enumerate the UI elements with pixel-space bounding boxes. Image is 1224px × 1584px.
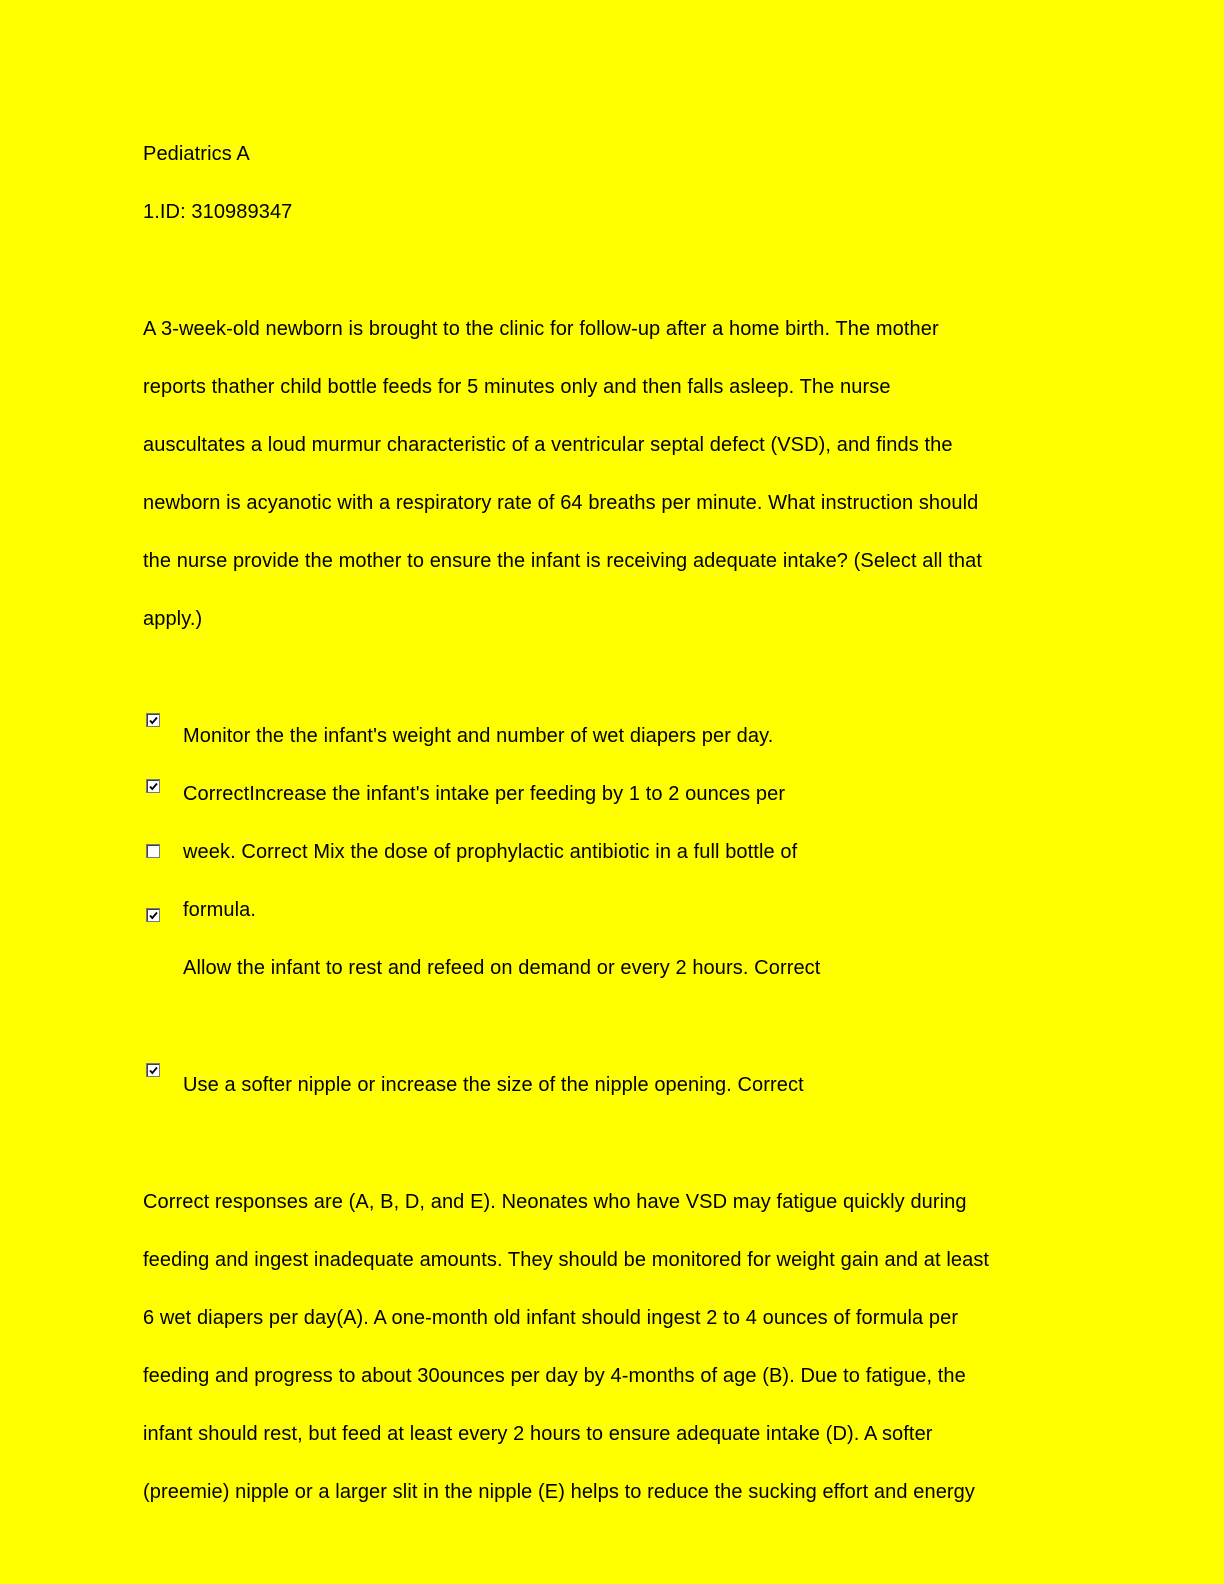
answer-checkbox[interactable] <box>146 844 160 858</box>
rationale-line: feeding and ingest inadequate amounts. They should be monitored for weight gain and at least <box>143 1249 990 1271</box>
answer-checkbox[interactable] <box>146 908 160 922</box>
rationale-line: feeding and progress to about 30ounces per day by 4-months of age (B). Due to fatigue, the <box>143 1365 966 1387</box>
checkmark-icon <box>148 781 159 792</box>
question-line: the nurse provide the mother to ensure the infant is receiving adequate intake? (Select all that <box>143 550 982 572</box>
option-line: CorrectIncrease the infant's intake per feeding by 1 to 2 ounces per <box>183 783 786 805</box>
checkmark-icon <box>148 910 159 921</box>
option-line: Use a softer nipple or increase the size of the nipple opening. Correct <box>183 1074 804 1096</box>
checkmark-icon <box>148 1065 159 1076</box>
rationale-line: infant should rest, but feed at least every 2 hours to ensure adequate intake (D). A softer <box>143 1423 933 1445</box>
answer-checkbox[interactable] <box>146 713 160 727</box>
question-line: reports thather child bottle feeds for 5 minutes only and then falls asleep. The nurse <box>143 376 891 398</box>
question-id: 1.ID: 310989347 <box>143 201 293 223</box>
rationale-line: 6 wet diapers per day(A). A one-month old infant should ingest 2 to 4 ounces of formula per <box>143 1307 959 1329</box>
option-line: Monitor the the infant's weight and number of wet diapers per day. <box>183 725 774 747</box>
answer-checkbox[interactable] <box>146 1063 160 1077</box>
option-line: formula. <box>183 899 257 921</box>
question-line: A 3-week-old newborn is brought to the clinic for follow-up after a home birth. The mother <box>143 318 939 340</box>
document-title: Pediatrics A <box>143 143 250 165</box>
question-line: apply.) <box>143 608 203 630</box>
checkmark-icon <box>148 715 159 726</box>
question-line: auscultates a loud murmur characteristic of a ventricular septal defect (VSD), and finds the <box>143 434 953 456</box>
option-line: Allow the infant to rest and refeed on demand or every 2 hours. Correct <box>183 957 821 979</box>
rationale-line: (preemie) nipple or a larger slit in the nipple (E) helps to reduce the sucking effort and energy <box>143 1481 976 1503</box>
rationale-line: Correct responses are (A, B, D, and E). Neonates who have VSD may fatigue quickly during <box>143 1191 967 1213</box>
question-line: newborn is acyanotic with a respiratory rate of 64 breaths per minute. What instruction should <box>143 492 979 514</box>
answer-checkbox[interactable] <box>146 779 160 793</box>
option-line: week. Correct Mix the dose of prophylactic antibiotic in a full bottle of <box>183 841 798 863</box>
